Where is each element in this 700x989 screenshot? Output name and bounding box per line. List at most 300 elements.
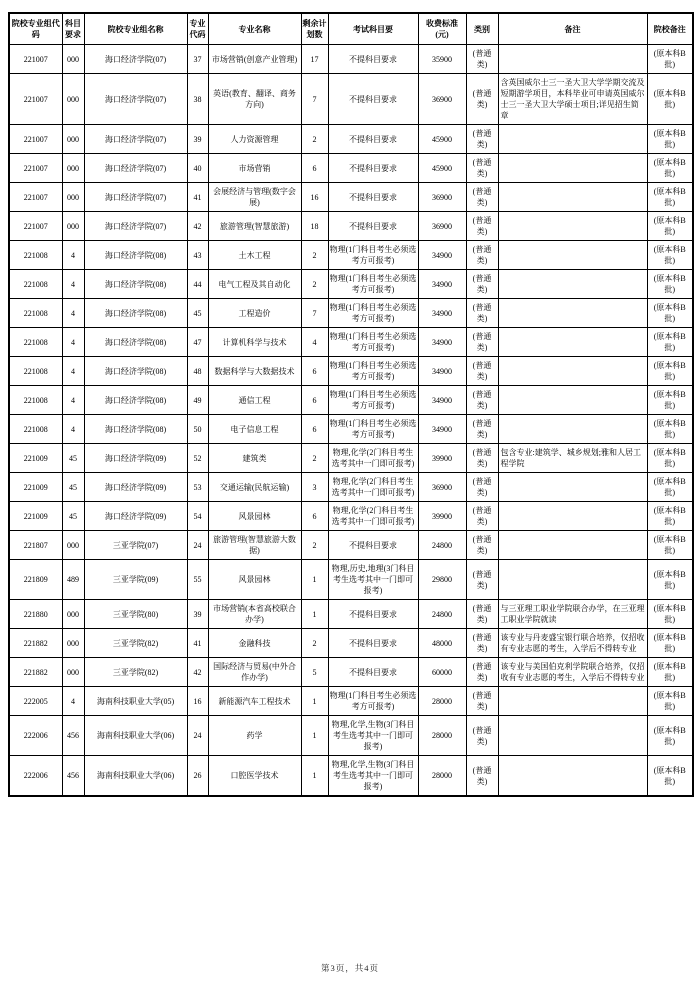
cell-subject-req: 000: [62, 154, 84, 183]
cell-major-code: 49: [187, 386, 208, 415]
cell-fee: 24800: [418, 531, 466, 560]
cell-fee: 45900: [418, 125, 466, 154]
cell-fee: 28000: [418, 687, 466, 716]
cell-remaining: 7: [301, 74, 328, 125]
cell-group-name: 海口经济学院(07): [84, 154, 187, 183]
cell-major-code: 40: [187, 154, 208, 183]
cell-exam-req: 物理(1门科目考生必须选考方可报考): [328, 415, 418, 444]
cell-remaining: 6: [301, 357, 328, 386]
cell-group-code: 221009: [9, 502, 62, 531]
cell-category: (普通类): [466, 183, 498, 212]
cell-category: (普通类): [466, 241, 498, 270]
cell-group-name: 海口经济学院(07): [84, 125, 187, 154]
cell-category: (普通类): [466, 502, 498, 531]
cell-category: (普通类): [466, 600, 498, 629]
table-row: [9, 212, 693, 241]
cell-major-code: 44: [187, 270, 208, 299]
cell-school-remark: (原本科B批): [647, 74, 693, 125]
table-row: [9, 270, 693, 299]
cell-fee: 36900: [418, 212, 466, 241]
cell-subject-req: 4: [62, 415, 84, 444]
cell-group-name: 海口经济学院(07): [84, 74, 187, 125]
cell-group-code: 221008: [9, 415, 62, 444]
cell-exam-req: 不提科目要求: [328, 154, 418, 183]
table-row: [9, 183, 693, 212]
cell-subject-req: 489: [62, 560, 84, 600]
cell-major-code: 43: [187, 241, 208, 270]
cell-school-remark: (原本科B批): [647, 444, 693, 473]
cell-fee: 36900: [418, 473, 466, 502]
cell-major-code: 39: [187, 600, 208, 629]
cell-group-code: 222006: [9, 716, 62, 756]
cell-remaining: 6: [301, 386, 328, 415]
cell-exam-req: 不提科目要求: [328, 531, 418, 560]
cell-subject-req: 456: [62, 756, 84, 797]
cell-school-remark: (原本科B批): [647, 756, 693, 797]
header-fee: 收费标准(元): [418, 13, 466, 45]
cell-exam-req: 物理,化学(2门科目考生选考其中一门即可报考): [328, 502, 418, 531]
cell-major-name: 市场营销(创意产业管理): [208, 45, 301, 74]
cell-group-code: 221007: [9, 212, 62, 241]
cell-group-code: 221880: [9, 600, 62, 629]
header-subject-req: 科目要求: [62, 13, 84, 45]
cell-remark: 含英国威尔士三一圣大卫大学学期交流及短期游学项目，本科毕业可申请英国威尔士三一圣大卫大学硕士项目;详见招生简章: [498, 74, 647, 125]
cell-remark: [498, 125, 647, 154]
cell-school-remark: (原本科B批): [647, 687, 693, 716]
cell-major-name: 口腔医学技术: [208, 756, 301, 797]
cell-category: (普通类): [466, 531, 498, 560]
cell-major-code: 53: [187, 473, 208, 502]
cell-group-code: 221009: [9, 473, 62, 502]
cell-remark: 该专业与丹麦盛宝银行联合培养，仅招收有专业志愿的考生，入学后不得转专业: [498, 629, 647, 658]
header-school-remark: 院校备注: [647, 13, 693, 45]
cell-group-code: 221882: [9, 629, 62, 658]
header-category: 类别: [466, 13, 498, 45]
table-row: [9, 600, 693, 629]
header-group-name: 院校专业组名称: [84, 13, 187, 45]
table-row: [9, 74, 693, 125]
cell-remark: [498, 716, 647, 756]
cell-school-remark: (原本科B批): [647, 125, 693, 154]
cell-major-code: 41: [187, 629, 208, 658]
table-row: [9, 473, 693, 502]
table-row: [9, 125, 693, 154]
cell-group-name: 海口经济学院(08): [84, 270, 187, 299]
cell-subject-req: 000: [62, 183, 84, 212]
cell-exam-req: 物理(1门科目考生必须选考方可报考): [328, 687, 418, 716]
cell-remaining: 1: [301, 756, 328, 797]
cell-remark: [498, 328, 647, 357]
cell-school-remark: (原本科B批): [647, 357, 693, 386]
cell-group-name: 海口经济学院(08): [84, 328, 187, 357]
page-number: 第3页，共4页: [320, 963, 379, 973]
cell-category: (普通类): [466, 687, 498, 716]
cell-remaining: 7: [301, 299, 328, 328]
cell-fee: 45900: [418, 154, 466, 183]
header-exam-req: 考试科目要: [328, 13, 418, 45]
table-row: [9, 658, 693, 687]
cell-group-code: 221008: [9, 357, 62, 386]
cell-subject-req: 4: [62, 687, 84, 716]
cell-subject-req: 4: [62, 328, 84, 357]
cell-major-name: 风景园林: [208, 502, 301, 531]
cell-subject-req: 45: [62, 502, 84, 531]
cell-major-code: 24: [187, 716, 208, 756]
cell-remaining: 3: [301, 473, 328, 502]
cell-category: (普通类): [466, 154, 498, 183]
cell-category: (普通类): [466, 716, 498, 756]
cell-group-name: 海口经济学院(07): [84, 45, 187, 74]
cell-major-name: 旅游管理(智慧旅游大数据): [208, 531, 301, 560]
cell-category: (普通类): [466, 386, 498, 415]
cell-remark: [498, 560, 647, 600]
cell-exam-req: 物理(1门科目考生必须选考方可报考): [328, 386, 418, 415]
table-row: [9, 560, 693, 600]
cell-group-name: 海南科技职业大学(06): [84, 756, 187, 797]
table-row: [9, 716, 693, 756]
cell-major-name: 市场营销(本省高校联合办学): [208, 600, 301, 629]
cell-exam-req: 不提科目要求: [328, 125, 418, 154]
table-row: [9, 386, 693, 415]
cell-school-remark: (原本科B批): [647, 154, 693, 183]
cell-remaining: 6: [301, 502, 328, 531]
cell-major-code: 26: [187, 756, 208, 797]
cell-group-name: 三亚学院(80): [84, 600, 187, 629]
cell-exam-req: 物理,历史,地理(3门科目考生选考其中一门即可报考): [328, 560, 418, 600]
cell-exam-req: 不提科目要求: [328, 629, 418, 658]
cell-remaining: 6: [301, 154, 328, 183]
cell-group-code: 221009: [9, 444, 62, 473]
cell-subject-req: 000: [62, 600, 84, 629]
cell-group-code: 221807: [9, 531, 62, 560]
cell-exam-req: 不提科目要求: [328, 45, 418, 74]
cell-major-code: 55: [187, 560, 208, 600]
cell-school-remark: (原本科B批): [647, 502, 693, 531]
cell-exam-req: 物理(1门科目考生必须选考方可报考): [328, 357, 418, 386]
cell-major-name: 旅游管理(智慧旅游): [208, 212, 301, 241]
cell-remark: [498, 415, 647, 444]
cell-remark: 包含专业:建筑学、城乡规划;雅和人居工程学院: [498, 444, 647, 473]
cell-school-remark: (原本科B批): [647, 386, 693, 415]
cell-fee: 29800: [418, 560, 466, 600]
cell-exam-req: 不提科目要求: [328, 74, 418, 125]
cell-major-code: 24: [187, 531, 208, 560]
cell-major-code: 52: [187, 444, 208, 473]
cell-group-code: 221008: [9, 328, 62, 357]
cell-remark: [498, 299, 647, 328]
cell-remaining: 2: [301, 531, 328, 560]
cell-exam-req: 物理(1门科目考生必须选考方可报考): [328, 270, 418, 299]
table-row: [9, 444, 693, 473]
cell-category: (普通类): [466, 270, 498, 299]
cell-school-remark: (原本科B批): [647, 299, 693, 328]
table-row: [9, 629, 693, 658]
cell-remark: [498, 687, 647, 716]
cell-fee: 28000: [418, 756, 466, 797]
cell-major-code: 47: [187, 328, 208, 357]
cell-fee: 48000: [418, 629, 466, 658]
cell-subject-req: 4: [62, 299, 84, 328]
cell-subject-req: 000: [62, 658, 84, 687]
cell-major-code: 38: [187, 74, 208, 125]
table-row: [9, 328, 693, 357]
cell-category: (普通类): [466, 658, 498, 687]
cell-fee: 36900: [418, 74, 466, 125]
cell-group-name: 海口经济学院(08): [84, 299, 187, 328]
cell-major-code: 48: [187, 357, 208, 386]
cell-group-name: 海口经济学院(08): [84, 415, 187, 444]
cell-subject-req: 000: [62, 212, 84, 241]
header-major-code: 专业代码: [187, 13, 208, 45]
cell-exam-req: 不提科目要求: [328, 600, 418, 629]
cell-group-name: 海口经济学院(07): [84, 212, 187, 241]
table-row: [9, 531, 693, 560]
cell-major-name: 国际经济与贸易(中外合作办学): [208, 658, 301, 687]
cell-remaining: 4: [301, 328, 328, 357]
cell-major-code: 42: [187, 658, 208, 687]
cell-remark: [498, 357, 647, 386]
cell-remaining: 5: [301, 658, 328, 687]
table-row: [9, 241, 693, 270]
cell-group-code: 221007: [9, 154, 62, 183]
cell-group-name: 海口经济学院(09): [84, 473, 187, 502]
cell-subject-req: 000: [62, 125, 84, 154]
cell-group-name: 海口经济学院(08): [84, 241, 187, 270]
cell-school-remark: (原本科B批): [647, 212, 693, 241]
cell-major-code: 45: [187, 299, 208, 328]
cell-remaining: 6: [301, 415, 328, 444]
cell-fee: 35900: [418, 45, 466, 74]
cell-remark: [498, 45, 647, 74]
cell-school-remark: (原本科B批): [647, 183, 693, 212]
table-row: [9, 415, 693, 444]
cell-major-code: 50: [187, 415, 208, 444]
cell-category: (普通类): [466, 125, 498, 154]
cell-category: (普通类): [466, 45, 498, 74]
cell-category: (普通类): [466, 357, 498, 386]
cell-major-name: 人力资源管理: [208, 125, 301, 154]
cell-group-name: 三亚学院(82): [84, 658, 187, 687]
cell-fee: 34900: [418, 241, 466, 270]
cell-subject-req: 4: [62, 270, 84, 299]
cell-major-code: 37: [187, 45, 208, 74]
cell-remark: [498, 386, 647, 415]
cell-group-name: 海口经济学院(08): [84, 357, 187, 386]
cell-major-name: 新能源汽车工程技术: [208, 687, 301, 716]
cell-exam-req: 物理,化学,生物(3门科目考生选考其中一门即可报考): [328, 756, 418, 797]
cell-group-name: 三亚学院(07): [84, 531, 187, 560]
cell-subject-req: 4: [62, 241, 84, 270]
cell-category: (普通类): [466, 212, 498, 241]
cell-exam-req: 物理,化学(2门科目考生选考其中一门即可报考): [328, 444, 418, 473]
cell-subject-req: 45: [62, 444, 84, 473]
cell-fee: 34900: [418, 299, 466, 328]
cell-remark: [498, 154, 647, 183]
table-row: [9, 357, 693, 386]
cell-school-remark: (原本科B批): [647, 415, 693, 444]
table-row: [9, 299, 693, 328]
cell-major-name: 数据科学与大数据技术: [208, 357, 301, 386]
cell-school-remark: (原本科B批): [647, 560, 693, 600]
cell-major-name: 药学: [208, 716, 301, 756]
cell-major-name: 交通运输(民航运输): [208, 473, 301, 502]
cell-subject-req: 4: [62, 357, 84, 386]
cell-remaining: 1: [301, 600, 328, 629]
cell-fee: 28000: [418, 716, 466, 756]
cell-group-code: 221007: [9, 45, 62, 74]
cell-remark: [498, 531, 647, 560]
cell-school-remark: (原本科B批): [647, 600, 693, 629]
cell-remaining: 1: [301, 687, 328, 716]
cell-subject-req: 000: [62, 45, 84, 74]
cell-group-name: 海口经济学院(09): [84, 444, 187, 473]
cell-major-name: 市场营销: [208, 154, 301, 183]
cell-fee: 34900: [418, 357, 466, 386]
cell-subject-req: 000: [62, 629, 84, 658]
cell-school-remark: (原本科B批): [647, 629, 693, 658]
cell-remaining: 17: [301, 45, 328, 74]
cell-group-code: 221008: [9, 241, 62, 270]
cell-category: (普通类): [466, 444, 498, 473]
cell-major-name: 风景园林: [208, 560, 301, 600]
cell-school-remark: (原本科B批): [647, 328, 693, 357]
cell-category: (普通类): [466, 328, 498, 357]
cell-major-name: 工程造价: [208, 299, 301, 328]
cell-group-code: 221882: [9, 658, 62, 687]
table-row: [9, 502, 693, 531]
table-row: [9, 756, 693, 797]
cell-category: (普通类): [466, 756, 498, 797]
cell-remaining: 2: [301, 270, 328, 299]
cell-remaining: 18: [301, 212, 328, 241]
cell-exam-req: 不提科目要求: [328, 183, 418, 212]
header-remark: 备注: [498, 13, 647, 45]
cell-fee: 24800: [418, 600, 466, 629]
cell-group-code: 222005: [9, 687, 62, 716]
cell-fee: 36900: [418, 183, 466, 212]
cell-remaining: 16: [301, 183, 328, 212]
cell-major-code: 42: [187, 212, 208, 241]
cell-exam-req: 物理(1门科目考生必须选考方可报考): [328, 299, 418, 328]
cell-major-name: 计算机科学与技术: [208, 328, 301, 357]
cell-category: (普通类): [466, 299, 498, 328]
cell-remark: [498, 270, 647, 299]
cell-fee: 60000: [418, 658, 466, 687]
cell-group-code: 221008: [9, 299, 62, 328]
cell-remark: [498, 473, 647, 502]
cell-subject-req: 456: [62, 716, 84, 756]
cell-major-name: 电气工程及其自动化: [208, 270, 301, 299]
cell-school-remark: (原本科B批): [647, 45, 693, 74]
header-major-name: 专业名称: [208, 13, 301, 45]
cell-remaining: 1: [301, 560, 328, 600]
header-remaining: 剩余计划数: [301, 13, 328, 45]
cell-school-remark: (原本科B批): [647, 473, 693, 502]
cell-major-name: 建筑类: [208, 444, 301, 473]
cell-school-remark: (原本科B批): [647, 531, 693, 560]
header-group-code: 院校专业组代码: [9, 13, 62, 45]
cell-fee: 34900: [418, 270, 466, 299]
cell-group-name: 海口经济学院(07): [84, 183, 187, 212]
cell-fee: 39900: [418, 502, 466, 531]
cell-school-remark: (原本科B批): [647, 270, 693, 299]
cell-remark: [498, 241, 647, 270]
cell-major-name: 土木工程: [208, 241, 301, 270]
cell-major-code: 16: [187, 687, 208, 716]
table-header-row: [9, 13, 693, 45]
cell-fee: 34900: [418, 328, 466, 357]
cell-group-name: 三亚学院(82): [84, 629, 187, 658]
cell-major-name: 电子信息工程: [208, 415, 301, 444]
cell-major-name: 通信工程: [208, 386, 301, 415]
cell-remark: [498, 756, 647, 797]
cell-group-name: 海南科技职业大学(05): [84, 687, 187, 716]
cell-fee: 39900: [418, 444, 466, 473]
cell-category: (普通类): [466, 473, 498, 502]
cell-exam-req: 不提科目要求: [328, 212, 418, 241]
cell-subject-req: 45: [62, 473, 84, 502]
cell-remark: [498, 502, 647, 531]
cell-group-name: 海口经济学院(08): [84, 386, 187, 415]
cell-group-code: 221008: [9, 386, 62, 415]
cell-group-code: 221007: [9, 183, 62, 212]
cell-exam-req: 物理(1门科目考生必须选考方可报考): [328, 328, 418, 357]
cell-subject-req: 000: [62, 531, 84, 560]
cell-remaining: 2: [301, 444, 328, 473]
cell-school-remark: (原本科B批): [647, 241, 693, 270]
cell-subject-req: 4: [62, 386, 84, 415]
cell-major-code: 54: [187, 502, 208, 531]
cell-category: (普通类): [466, 629, 498, 658]
cell-major-name: 英语(教育、翻译、商务方向): [208, 74, 301, 125]
cell-exam-req: 物理(1门科目考生必须选考方可报考): [328, 241, 418, 270]
cell-group-name: 海口经济学院(09): [84, 502, 187, 531]
cell-remark: [498, 212, 647, 241]
cell-fee: 34900: [418, 386, 466, 415]
cell-remaining: 2: [301, 125, 328, 154]
cell-remaining: 1: [301, 716, 328, 756]
cell-group-code: 221809: [9, 560, 62, 600]
table-row: [9, 45, 693, 74]
cell-group-code: 222006: [9, 756, 62, 797]
cell-major-name: 金融科技: [208, 629, 301, 658]
cell-fee: 34900: [418, 415, 466, 444]
cell-remark: [498, 183, 647, 212]
cell-exam-req: 物理,化学(2门科目考生选考其中一门即可报考): [328, 473, 418, 502]
cell-group-name: 三亚学院(09): [84, 560, 187, 600]
cell-school-remark: (原本科B批): [647, 658, 693, 687]
cell-category: (普通类): [466, 560, 498, 600]
cell-subject-req: 000: [62, 74, 84, 125]
cell-major-code: 41: [187, 183, 208, 212]
cell-exam-req: 物理,化学,生物(3门科目考生选考其中一门即可报考): [328, 716, 418, 756]
table-row: [9, 687, 693, 716]
cell-category: (普通类): [466, 415, 498, 444]
cell-group-code: 221007: [9, 74, 62, 125]
cell-remaining: 2: [301, 241, 328, 270]
table-body: [9, 45, 693, 797]
cell-group-code: 221007: [9, 125, 62, 154]
cell-remaining: 2: [301, 629, 328, 658]
cell-remark: 与三亚理工职业学院联合办学，在三亚理工职业学院就读: [498, 600, 647, 629]
cell-category: (普通类): [466, 74, 498, 125]
cell-major-code: 39: [187, 125, 208, 154]
cell-group-name: 海南科技职业大学(06): [84, 716, 187, 756]
cell-major-name: 会展经济与管理(数字会展): [208, 183, 301, 212]
cell-exam-req: 不提科目要求: [328, 658, 418, 687]
admission-plan-table: [8, 12, 694, 797]
cell-remark: 该专业与美国伯克利学院联合培养，仅招收有专业志愿的考生，入学后不得转专业: [498, 658, 647, 687]
